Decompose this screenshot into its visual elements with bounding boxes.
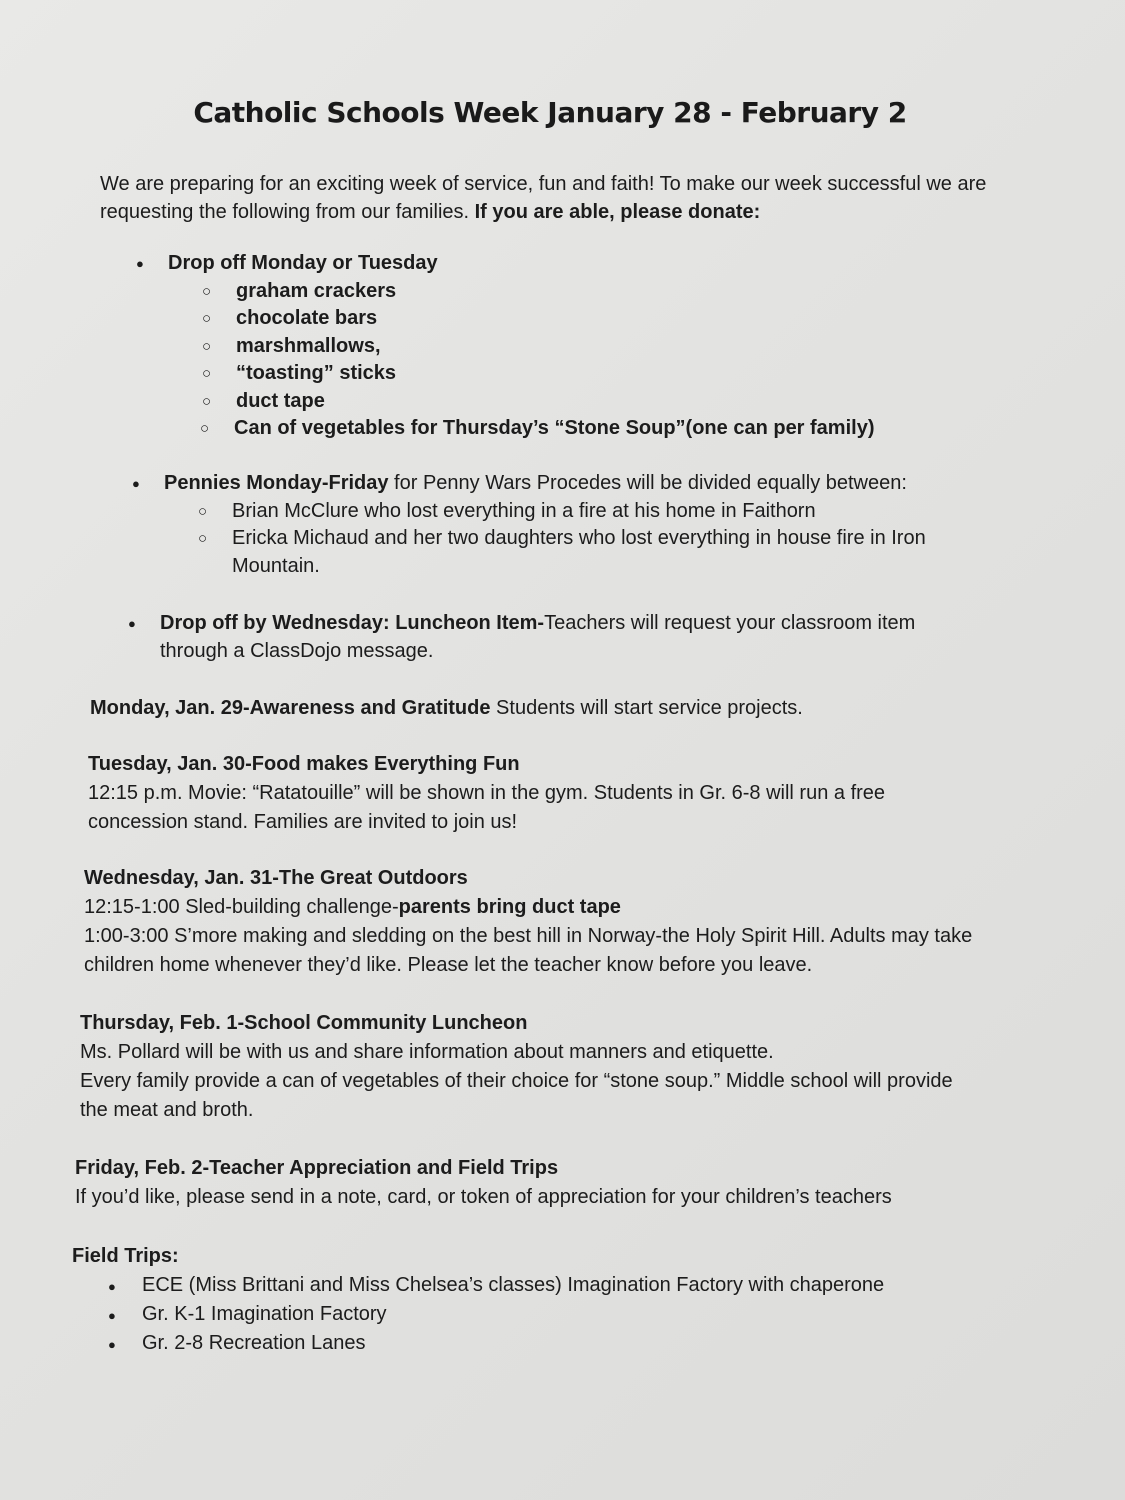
- wednesday-line2: 1:00-3:00 S’more making and sledding on the best hill in Norway-the Holy Spirit Hill. Adults may take children home whenever they’d like. Please let the teacher know before you leave.: [84, 925, 973, 976]
- luncheon-label: Drop off by Wednesday: Luncheon Item-: [160, 612, 545, 634]
- list-item: ○ chocolate bars: [168, 305, 875, 333]
- luncheon-list: [128, 610, 988, 665]
- pennies-text: for Penny Wars Procedes will be divided equally between:: [388, 472, 907, 494]
- field-trips-section: [72, 1242, 884, 1358]
- pennies-list: [132, 470, 992, 580]
- drop-off-sublist: [168, 278, 875, 443]
- list-item: ○ Brian McClure who lost everything in a fire at his home in Faithorn: [164, 498, 992, 526]
- drop-off-label: Drop off Monday or Tuesday: [168, 252, 438, 274]
- friday-text: If you’d like, please send in a note, card, or token of appreciation for your children’s teachers: [75, 1186, 892, 1208]
- monday-section: [90, 694, 1050, 723]
- friday-section: [75, 1154, 1075, 1212]
- friday-heading: Friday, Feb. 2-Teacher Appreciation and Field Trips: [75, 1157, 559, 1179]
- wednesday-section: [84, 864, 1014, 980]
- drop-off-item: [136, 250, 875, 443]
- wednesday-line1-text: 12:15-1:00 Sled-building challenge-: [84, 896, 399, 918]
- drop-off-list: [136, 250, 875, 443]
- list-item: ○ duct tape: [168, 388, 875, 416]
- thursday-section: [80, 1009, 980, 1125]
- list-item: ○ “toasting” sticks: [168, 360, 875, 388]
- monday-heading: Monday, Jan. 29-Awareness and Gratitude: [90, 697, 491, 719]
- list-item: ○ Ericka Michaud and her two daughters who lost everything in house fire in Iron Mountain.: [164, 525, 992, 580]
- list-item: ○ graham crackers: [168, 278, 875, 306]
- luncheon-text: Teachers will request your classroom item through a ClassDojo message.: [160, 612, 916, 662]
- list-item: ● Gr. 2-8 Recreation Lanes: [72, 1329, 884, 1358]
- pennies-sublist: [164, 498, 992, 581]
- thursday-line2: Every family provide a can of vegetables of their choice for “stone soup.” Middle school will provide the meat and broth.: [80, 1070, 953, 1121]
- wednesday-line1: [84, 893, 1014, 922]
- thursday-line1: Ms. Pollard will be with us and share information about manners and etiquette.: [80, 1041, 774, 1063]
- tuesday-heading: Tuesday, Jan. 30-Food makes Everything Fun: [88, 753, 520, 775]
- tuesday-section: [88, 750, 968, 837]
- tuesday-text: 12:15 p.m. Movie: “Ratatouille” will be shown in the gym. Students in Gr. 6-8 will run a free concession stand. Families are invited to join us!: [88, 782, 886, 833]
- page-title: Catholic Schools Week January 28 - February 2: [193, 96, 907, 129]
- luncheon-item: [128, 610, 988, 665]
- list-item: ○ marshmallows,: [168, 333, 875, 361]
- intro-paragraph: [100, 170, 1000, 226]
- intro-bold-text: If you are able, please donate:: [474, 201, 761, 223]
- thursday-heading: Thursday, Feb. 1-School Community Luncheon: [80, 1012, 528, 1034]
- field-trips-list: [72, 1271, 884, 1358]
- list-item: ● Gr. K-1 Imagination Factory: [72, 1300, 884, 1329]
- list-item: ○ Can of vegetables for Thursday’s “Stone Soup”(one can per family): [166, 415, 875, 443]
- monday-text: Students will start service projects.: [490, 697, 803, 719]
- list-item: ● ECE (Miss Brittani and Miss Chelsea’s classes) Imagination Factory with chaperone: [72, 1271, 884, 1300]
- pennies-item: [132, 470, 992, 580]
- intro-text: We are preparing for an exciting week of service, fun and faith! To make our week successful we are requesting the following from our families.: [100, 173, 987, 223]
- wednesday-line1-bold: parents bring duct tape: [398, 896, 621, 918]
- field-trips-heading: Field Trips:: [72, 1245, 179, 1267]
- pennies-label: Pennies Monday-Friday: [164, 472, 389, 494]
- wednesday-heading: Wednesday, Jan. 31-The Great Outdoors: [84, 867, 468, 889]
